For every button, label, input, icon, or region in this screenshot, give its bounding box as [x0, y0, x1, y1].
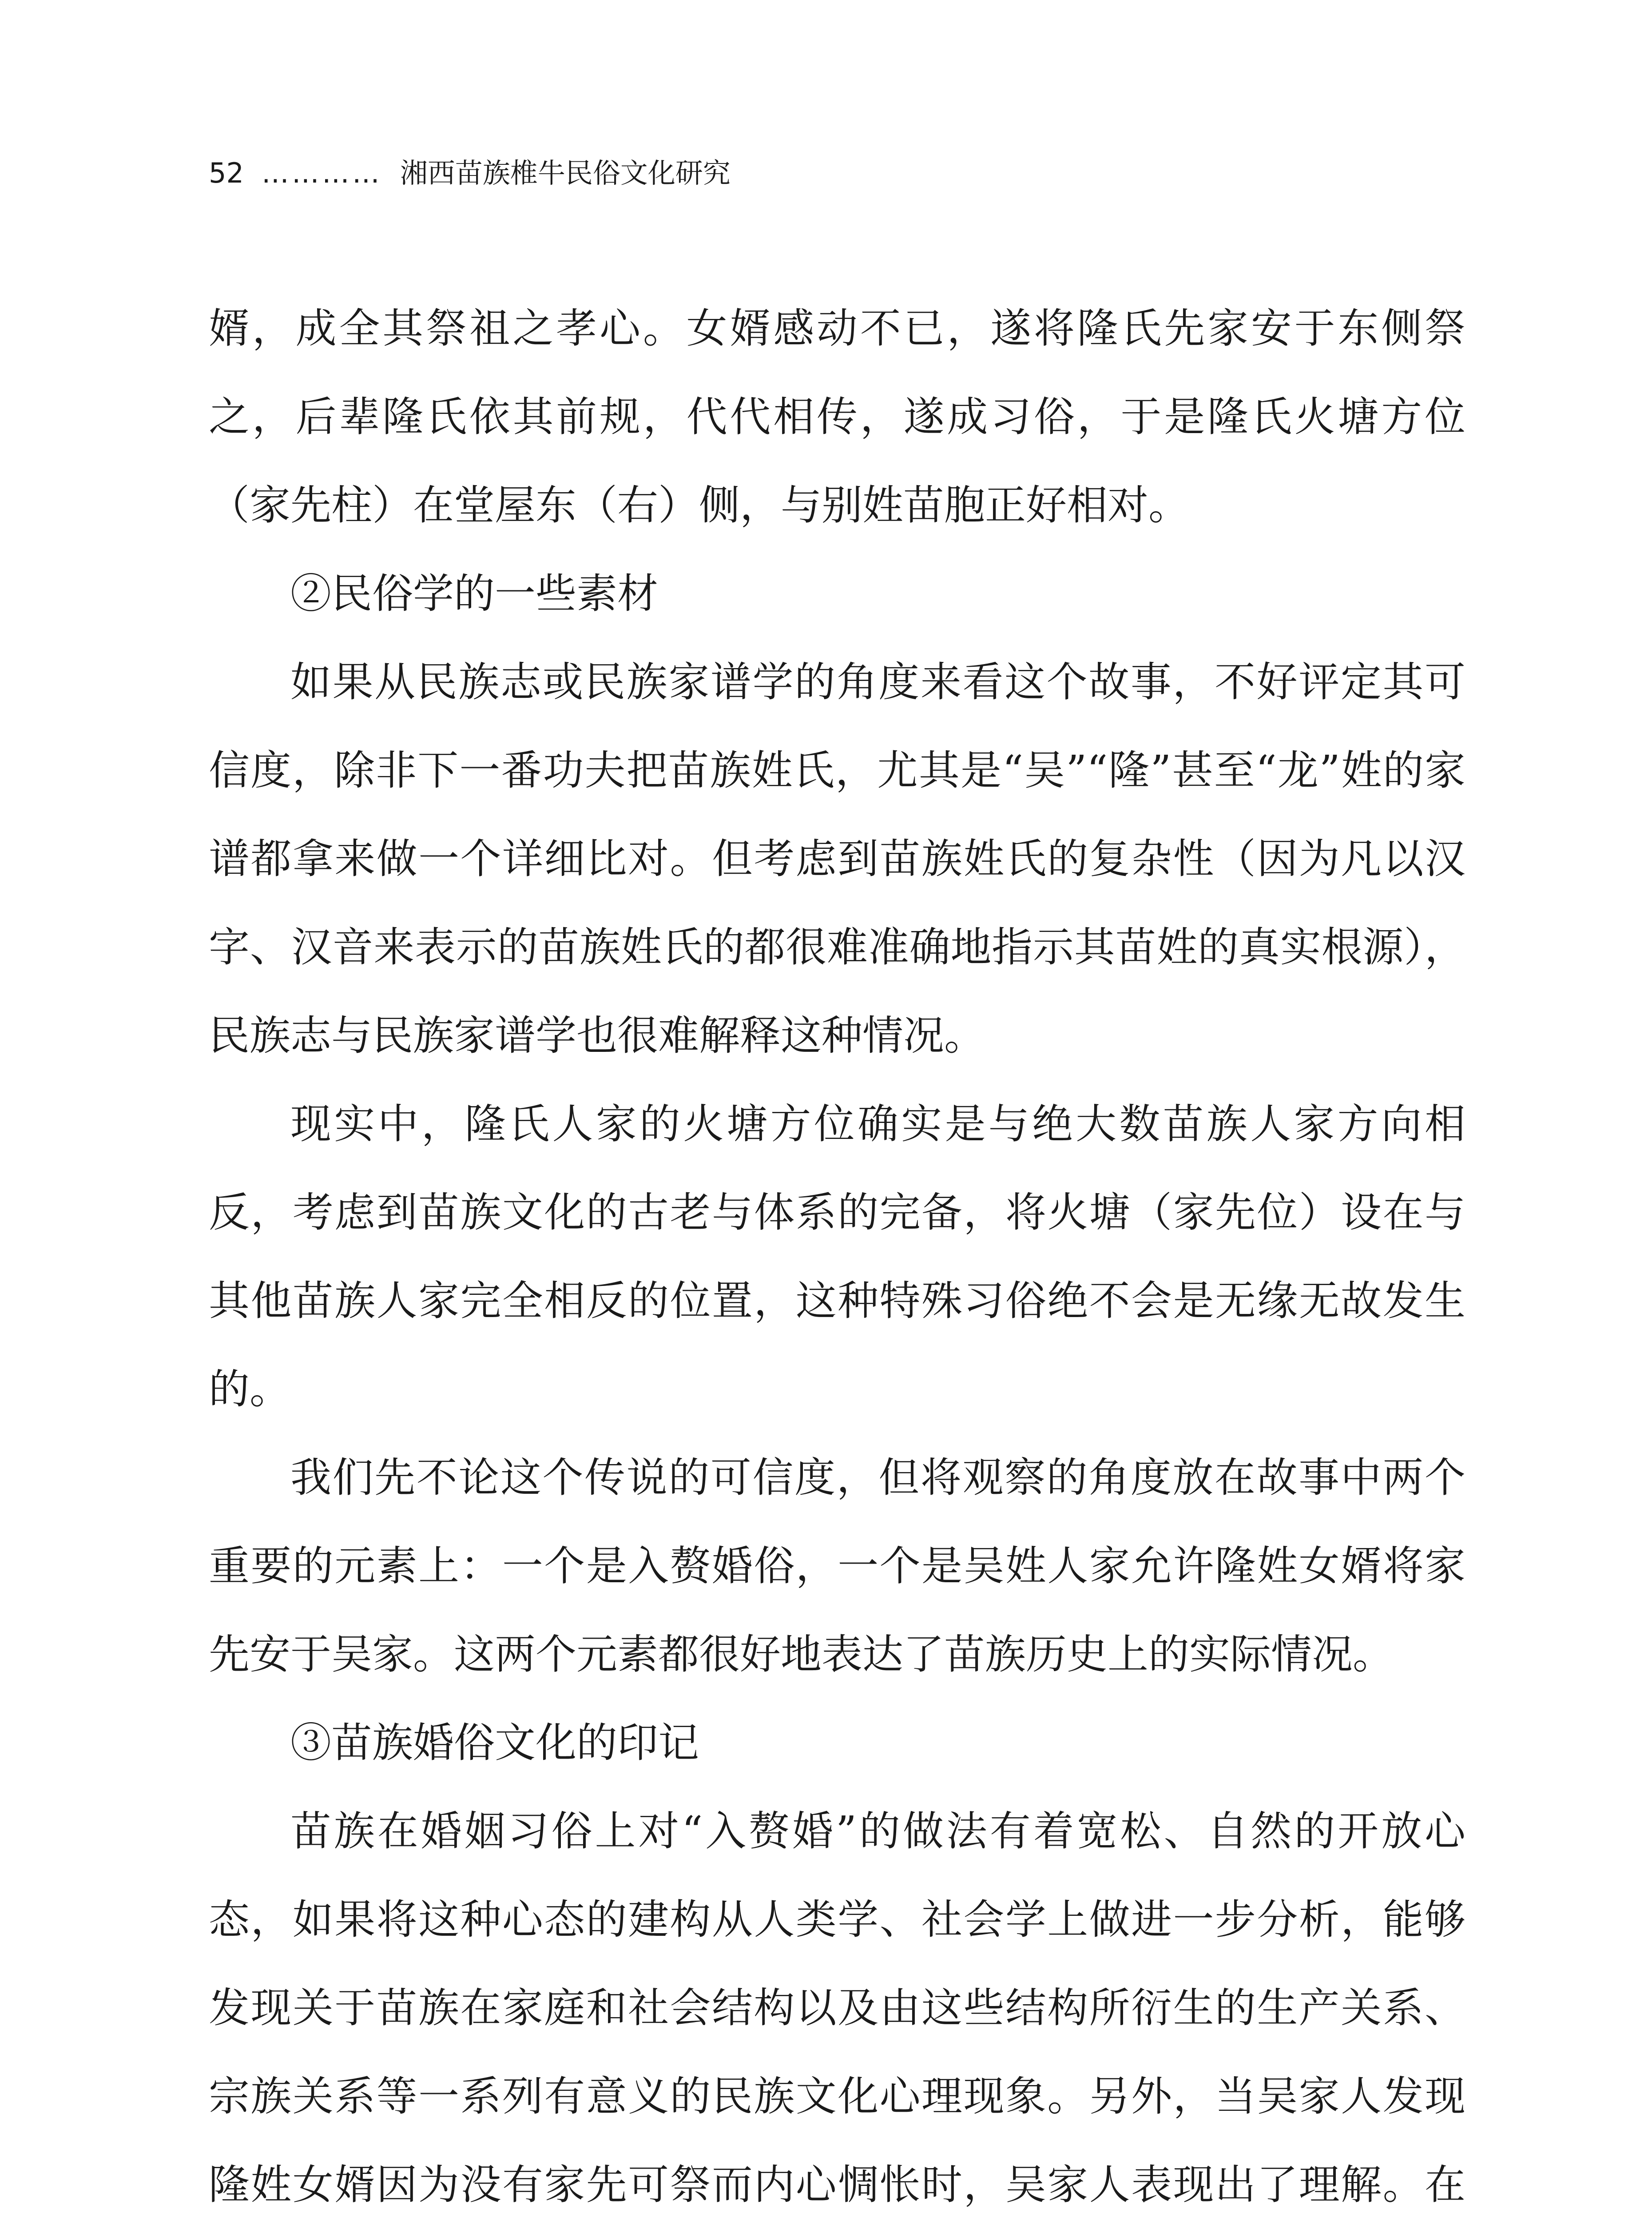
paragraph: 苗族在婚姻习俗上对“入赘婚”的做法有着宽松、自然的开放心态，如果将这种心态的建构从人类学、社会学上做进一步分析，能够发现关于苗族在家庭和社会结构以及由这些结构所衍生的生产关系、宗族关系等一系列有意义的民族文化心理现象。另外，当吴家人发现隆姓女婿因为没有家先可祭而内心惆怅时，吴家人表现出了理解。在 — [209, 1807, 1465, 2209]
paragraph: 现实中，隆氏人家的火塘方位确实是与绝大数苗族人家方向相反，考虑到苗族文化的古老与体系的完备，将火塘（家先位）设在与其他苗族人家完全相反的位置，这种特殊习俗绝不会是无缘无故发生的。 — [209, 1100, 1465, 1413]
paragraph: 如果从民族志或民族家谱学的角度来看这个故事，不好评定其可信度，除非下一番功夫把苗族姓氏，尤其是“吴”“隆”甚至“龙”姓的家谱都拿来做一个详细比对。但考虑到苗族姓氏的复杂性（因为凡以汉字、汉音来表示的苗族姓氏的都很难准确地指示其苗姓的真实根源），民族志与民族家谱学也很难解释这种情况。 — [209, 658, 1465, 1059]
section-heading-folklore-materials: ②民俗学的一些素材 — [290, 570, 659, 617]
book-title: 湘西苗族椎牛民俗文化研究 — [400, 157, 731, 189]
paragraph: 我们先不论这个传说的可信度，但将观察的角度放在故事中两个重要的元素上：一个是入赘婚俗，一个是吴姓人家允许隆姓女婿将家先安于吴家。这两个元素都很好地表达了苗族历史上的实际情况。 — [209, 1454, 1465, 1678]
section-heading-marriage-culture: ③苗族婚俗文化的印记 — [290, 1719, 699, 1767]
body-text — [209, 284, 1465, 2221]
paragraph-continuation: 婿，成全其祭祖之孝心。女婿感动不已，遂将隆氏先家安于东侧祭之，后辈隆氏依其前规，代代相传，遂成习俗，于是隆氏火塘方位（家先柱）在堂屋东（右）侧，与别姓苗胞正好相对。 — [209, 305, 1465, 529]
leader-dots: ………… — [261, 157, 382, 189]
running-header — [209, 155, 731, 191]
page-number: 52 — [209, 157, 244, 189]
